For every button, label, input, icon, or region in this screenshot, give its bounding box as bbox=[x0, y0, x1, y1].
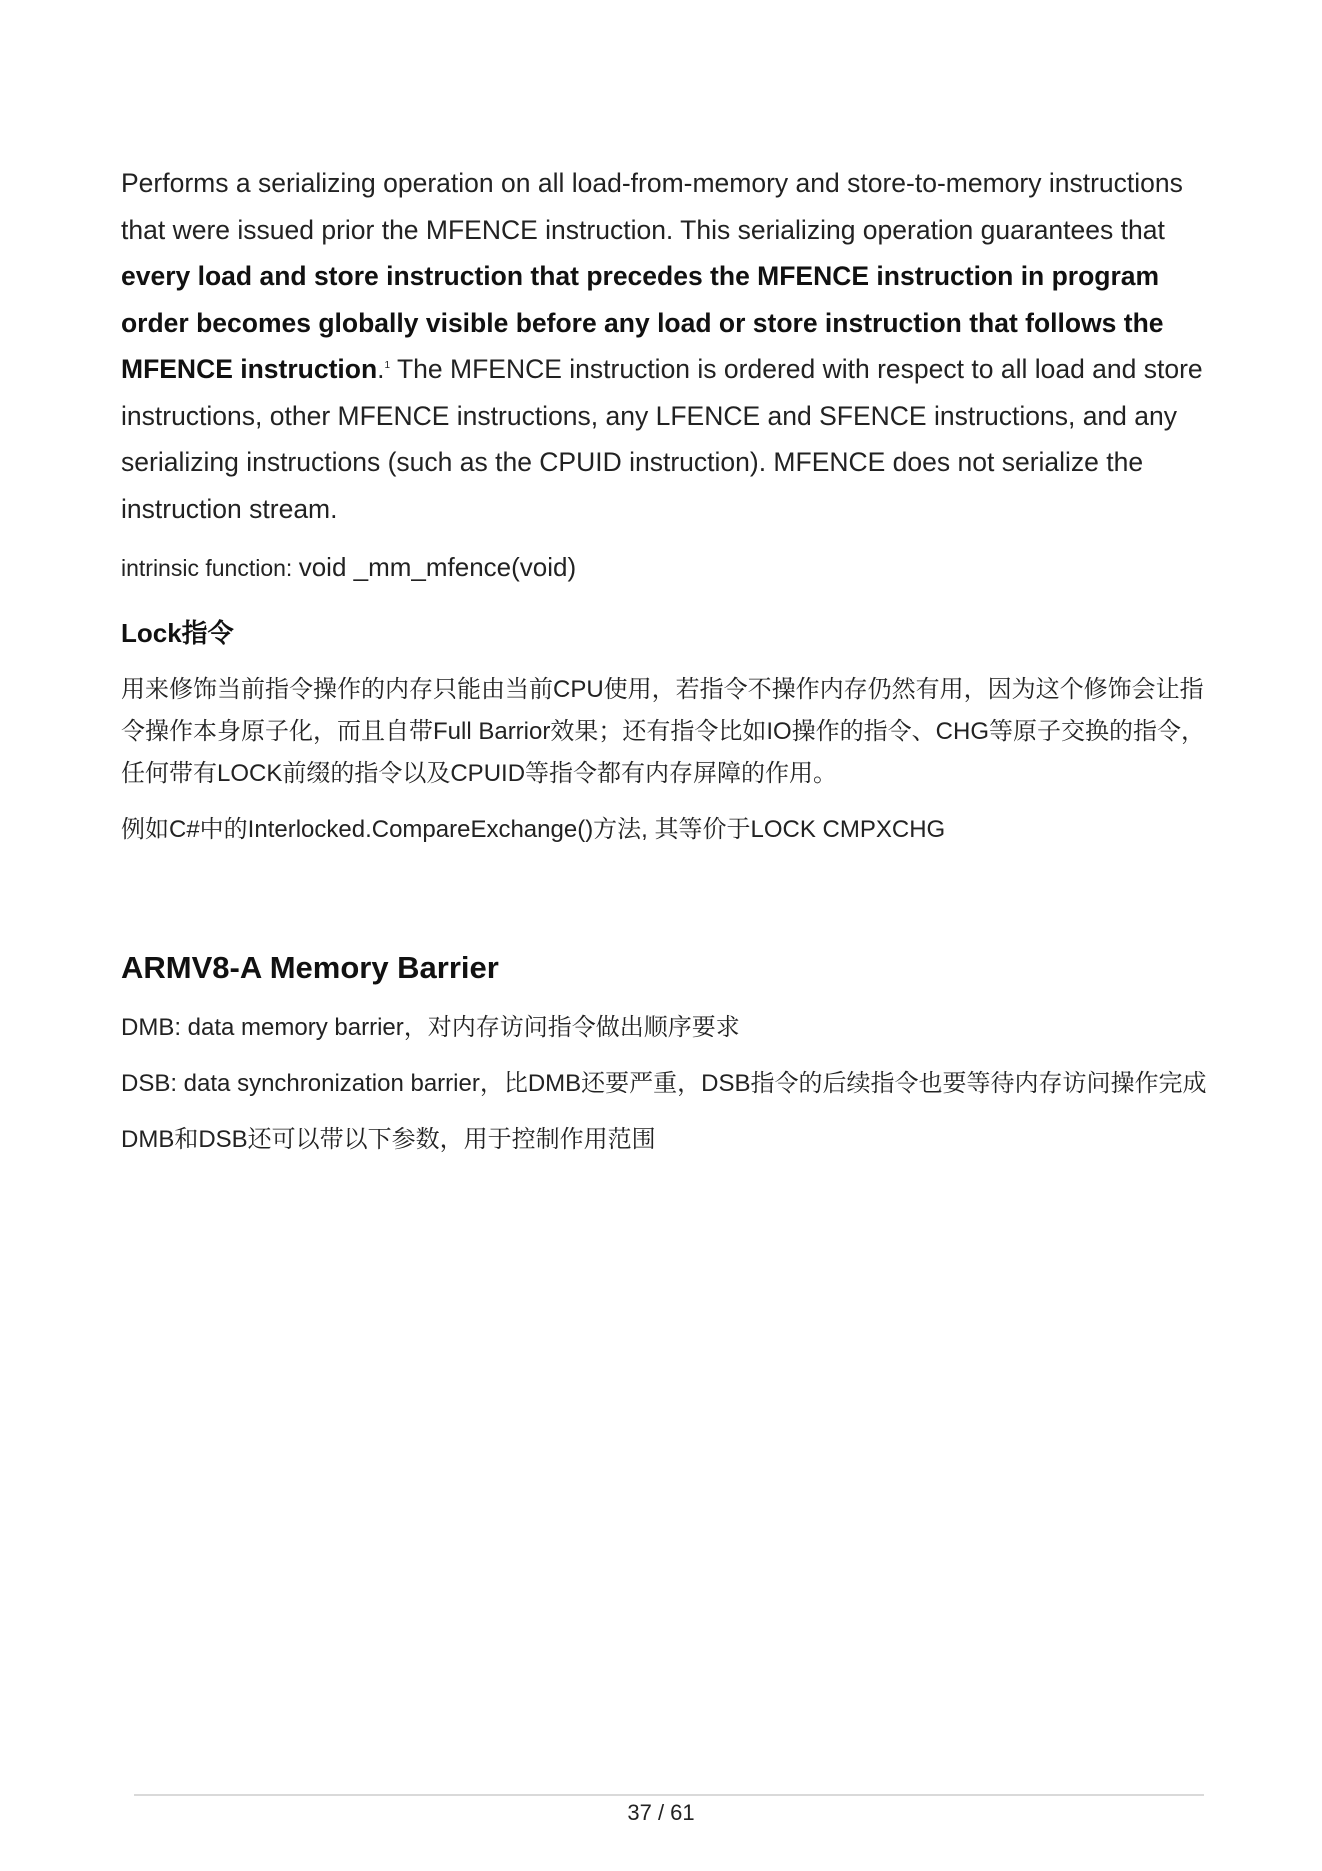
armv8-section-heading: ARMV8-A Memory Barrier bbox=[121, 950, 499, 985]
mfence-description-paragraph bbox=[121, 160, 1211, 532]
lock-example-paragraph: 例如C#中的Interlocked.CompareExchange()方法, 其等价于LOCK CMPXCHG bbox=[121, 816, 946, 843]
lock-description-paragraph: 用来修饰当前指令操作的内存只能由当前CPU使用，若指令不操作内存仍然有用，因为这个修饰会让指令操作本身原子化，而且自带Full Barrior效果；还有指令比如IO操作的指令、CHG等原子交换的指令，任何带有LOCK前缀的指令以及CPUID等指令都有内存屏障的作用。 bbox=[121, 676, 1206, 787]
intrinsic-label: intrinsic function: bbox=[121, 555, 299, 581]
intrinsic-function-line bbox=[121, 550, 1211, 585]
dmb-paragraph: DMB: data memory barrier，对内存访问指令做出顺序要求 bbox=[121, 1014, 740, 1041]
params-paragraph: DMB和DSB还可以带以下参数，用于控制作用范围 bbox=[121, 1126, 656, 1153]
dsb-paragraph: DSB: data synchronization barrier，比DMB还要严重，DSB指令的后续指令也要等待内存访问操作完成 bbox=[121, 1070, 1207, 1097]
mfence-intro-text: Performs a serializing operation on all load-from-memory and store-to-memory instructions that were issued prior the MFENCE instruction. This serializing operation guarantees that bbox=[121, 168, 1183, 245]
page-number: 37 / 61 bbox=[627, 1800, 695, 1825]
intrinsic-code: void _mm_mfence(void) bbox=[298, 552, 577, 582]
mfence-rest-text: The MFENCE instruction is ordered with respect to all load and store instructions, other MFENCE instructions, any LFENCE and SFENCE instructions, and any serializing instructions (such as the CPUID instruction). MFENCE does not serialize the instruction stream. bbox=[121, 354, 1203, 524]
lock-section-heading: Lock指令 bbox=[121, 618, 234, 648]
footnote-marker[interactable]: 1 bbox=[384, 360, 391, 372]
mfence-period: . bbox=[377, 354, 385, 384]
page-content bbox=[121, 160, 1211, 1161]
mfence-bold-guarantee: every load and store instruction that precedes the MFENCE instruction in program order becomes globally visible before any load or store instruction that follows the MFENCE instruction bbox=[121, 261, 1164, 384]
footer-divider bbox=[134, 1794, 1204, 1796]
